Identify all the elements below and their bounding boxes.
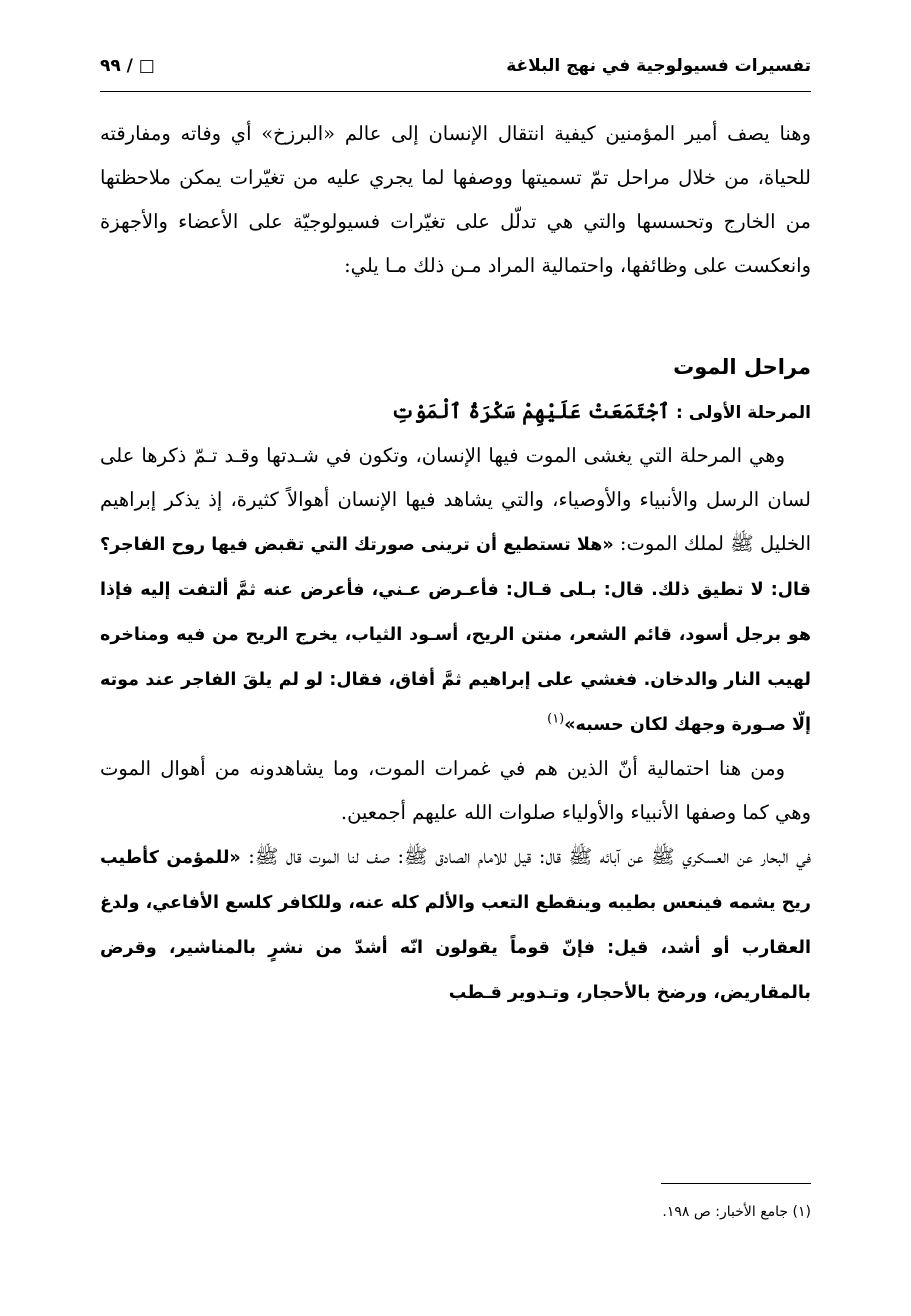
- hadith-quote-ibrahim: «هلا تستطيع أن ترينى صورتك التي تقبض فيها روح الفاجر؟ قال: لا تطيق ذلك. قال: بـلى قـال: فأعـرض عـني، فأعرض عنه ثمَّ ألتفت إليه فإذا هو برجل أسود، قائم الشعر، منتن الريح، أسـود الثياب، يخرج الريح من فيه ومناخره لهيب النار والدخان. فغشي على إبراهيم ثمَّ أفاق، فقال: لو لم يلقَ الفاجر عند موته إلّا صـورة وجهك لكان حسبه»: [100, 535, 811, 735]
- footnote-reference[interactable]: (١): [547, 711, 565, 727]
- page-number: □ / ٩٩: [100, 56, 155, 76]
- footnote-divider: [661, 1183, 811, 1184]
- running-title: تفسيرات فسيولوجية في نهج البلاغة: [506, 56, 811, 76]
- main-text: [100, 112, 811, 1015]
- stage-one-label: المرحلة الأولى :: [676, 403, 811, 423]
- section-gap: [100, 288, 811, 344]
- bihar-text: في البحار عن العسكري ﷺ عن آبائه ﷺ قال: قيل للامام الصادق ﷺ: صف لنا الموت قال ﷺ:: [240, 845, 811, 868]
- quran-verse: ٱجْتَمَعَتْ عَلَيْهِمْ سَكْرَةُ ٱلْمَوْتِ: [391, 399, 670, 423]
- horrors-paragraph: ومن هنا احتمالية أنّ الذين هم في غمرات الموت، وما يشاهدونه من أهوال الموت وهي كما وصفها الأنبياء والأولياء صلوات الله عليهم أجمعين.: [100, 757, 811, 824]
- stage-one-line: [100, 390, 811, 434]
- bihar-paragraph: [100, 835, 811, 1015]
- section-heading: مراحل الموت: [673, 355, 811, 379]
- header-divider: [100, 91, 811, 92]
- footnote: (١) جامع الأخبار: ص ١٩٨.: [662, 1204, 811, 1220]
- hadith-quote-sadiq: «للمؤمن كأطيب ريح يشمه فينعس بطيبه وينقطع التعب والألم كله عنه، وللكافر كلسع الأفاعي، ولدغ العقارب أو أشد، قيل: فإنّ قوماً يقولون انّه أشدّ من نشرٍ بالمناشير، وقرض بالمقاريض، ورضخ بالأحجار، وتـدوير قـطب: [100, 848, 811, 1003]
- page-header: [100, 44, 811, 88]
- stage-one-text: وهي المرحلة التي يغشى الموت فيها الإنسان، وتكون في شـدتها وقـد تـمّ ذكرها على لسان الرسل والأنبياء والأوصياء، والتي يشاهد فيها الإنسان أهوالاً كثيرة، إذ يذكر إبراهيم الخليل ﷺ لملك الموت:: [100, 444, 811, 555]
- intro-paragraph: وهنا يصف أمير المؤمنين كيفية انتقال الإنسان إلى عالم «البرزخ» أي وفاته ومفارقته للحياة، من خلال مراحل تمّ تسميتها ووصفها لما يجري عليه من تغيّرات يمكن ملاحظتها من الخارج وتحسسها والتي هي تدلّل على تغيّرات فسيولوجيّة على الأعضاء والأجهزة وانعكست على وظائفها، واحتمالية المراد مـن ذلك مـا يلي:: [100, 122, 811, 277]
- stage-one-paragraph: [100, 434, 811, 747]
